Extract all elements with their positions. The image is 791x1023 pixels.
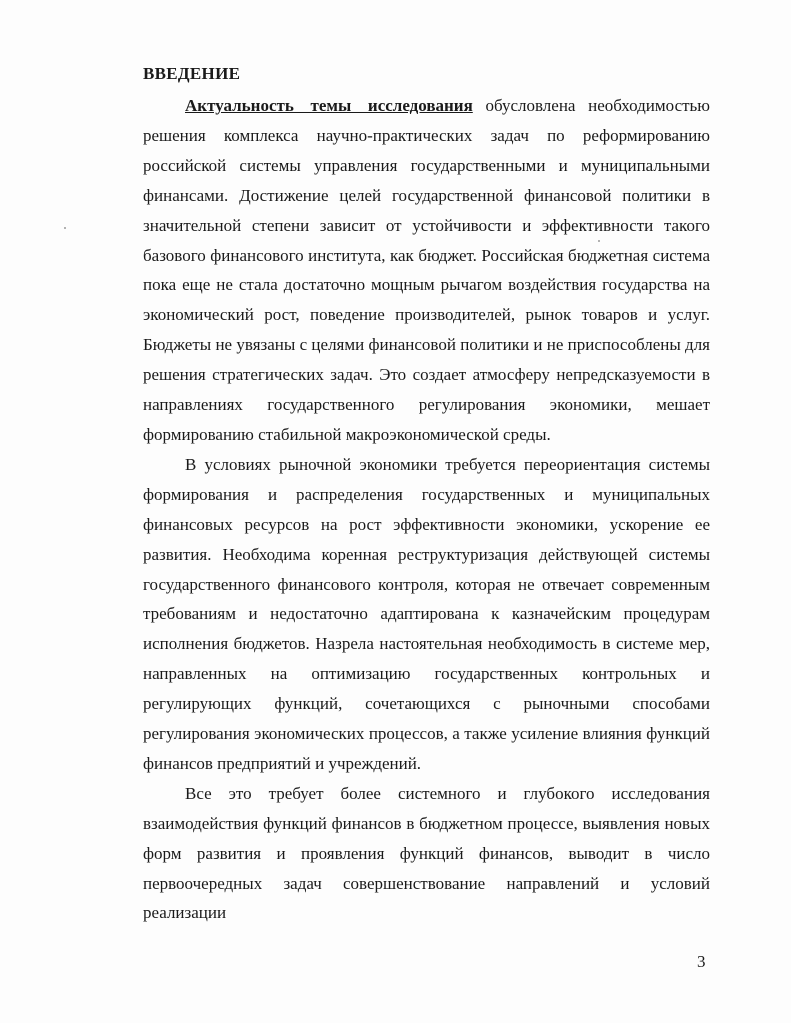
section-heading: ВВЕДЕНИЕ — [143, 64, 241, 83]
page-number: 3 — [697, 952, 706, 971]
scan-speck — [64, 227, 66, 229]
body-text — [143, 91, 710, 928]
paragraph-1-text: обусловлена необходимостью решения комплекса научно-практических задач по реформированию российской системы управления государственными и муниципальными финансами. Достижение целей государственной финансовой политики в значительной степени зависит от устойчивости и эффективности такого базового финансового института, как бюджет. Российская бюджетная система пока еще не стала достаточно мощным рычагом воздействия государства на экономический рост, поведение производителей, рынок товаров и услуг. Бюджеты не увязаны с целями финансовой политики и не приспособлены для решения стратегических задач. Это создает атмосферу непредсказуемости в направлениях государственного регулирования экономики, мешает формированию стабильной макроэкономической среды. — [143, 96, 711, 444]
scan-speck — [598, 240, 600, 242]
paragraph-1 — [143, 91, 710, 450]
paragraph-1-lead: Актуальность темы исследования — [185, 96, 473, 115]
paragraph-3: Все это требует более системного и глубокого исследования взаимодействия функций финансов в бюджетном процессе, выявления новых форм развития и проявления функций финансов, выводит в число первоочередных задач совершенствование направлений и условий реализации — [143, 783, 710, 923]
paragraph-2: В условиях рыночной экономики требуется переориентация системы формирования и распределения государственных и муниципальных финансовых ресурсов на рост эффективности экономики, ускорение ее развития. Необходима коренная реструктуризация действующей системы государственного финансового контроля, которая не отвечает современным требованиям и недостаточно адаптирована к казначейским процедурам исполнения бюджетов. Назрела настоятельная необходимость в системе мер, направленных на оптимизацию государственных контрольных и регулирующих функций, сочетающихся с рыночными способами регулирования экономических процессов, а также усиление влияния функций финансов предприятий и учреждений. — [143, 454, 710, 773]
